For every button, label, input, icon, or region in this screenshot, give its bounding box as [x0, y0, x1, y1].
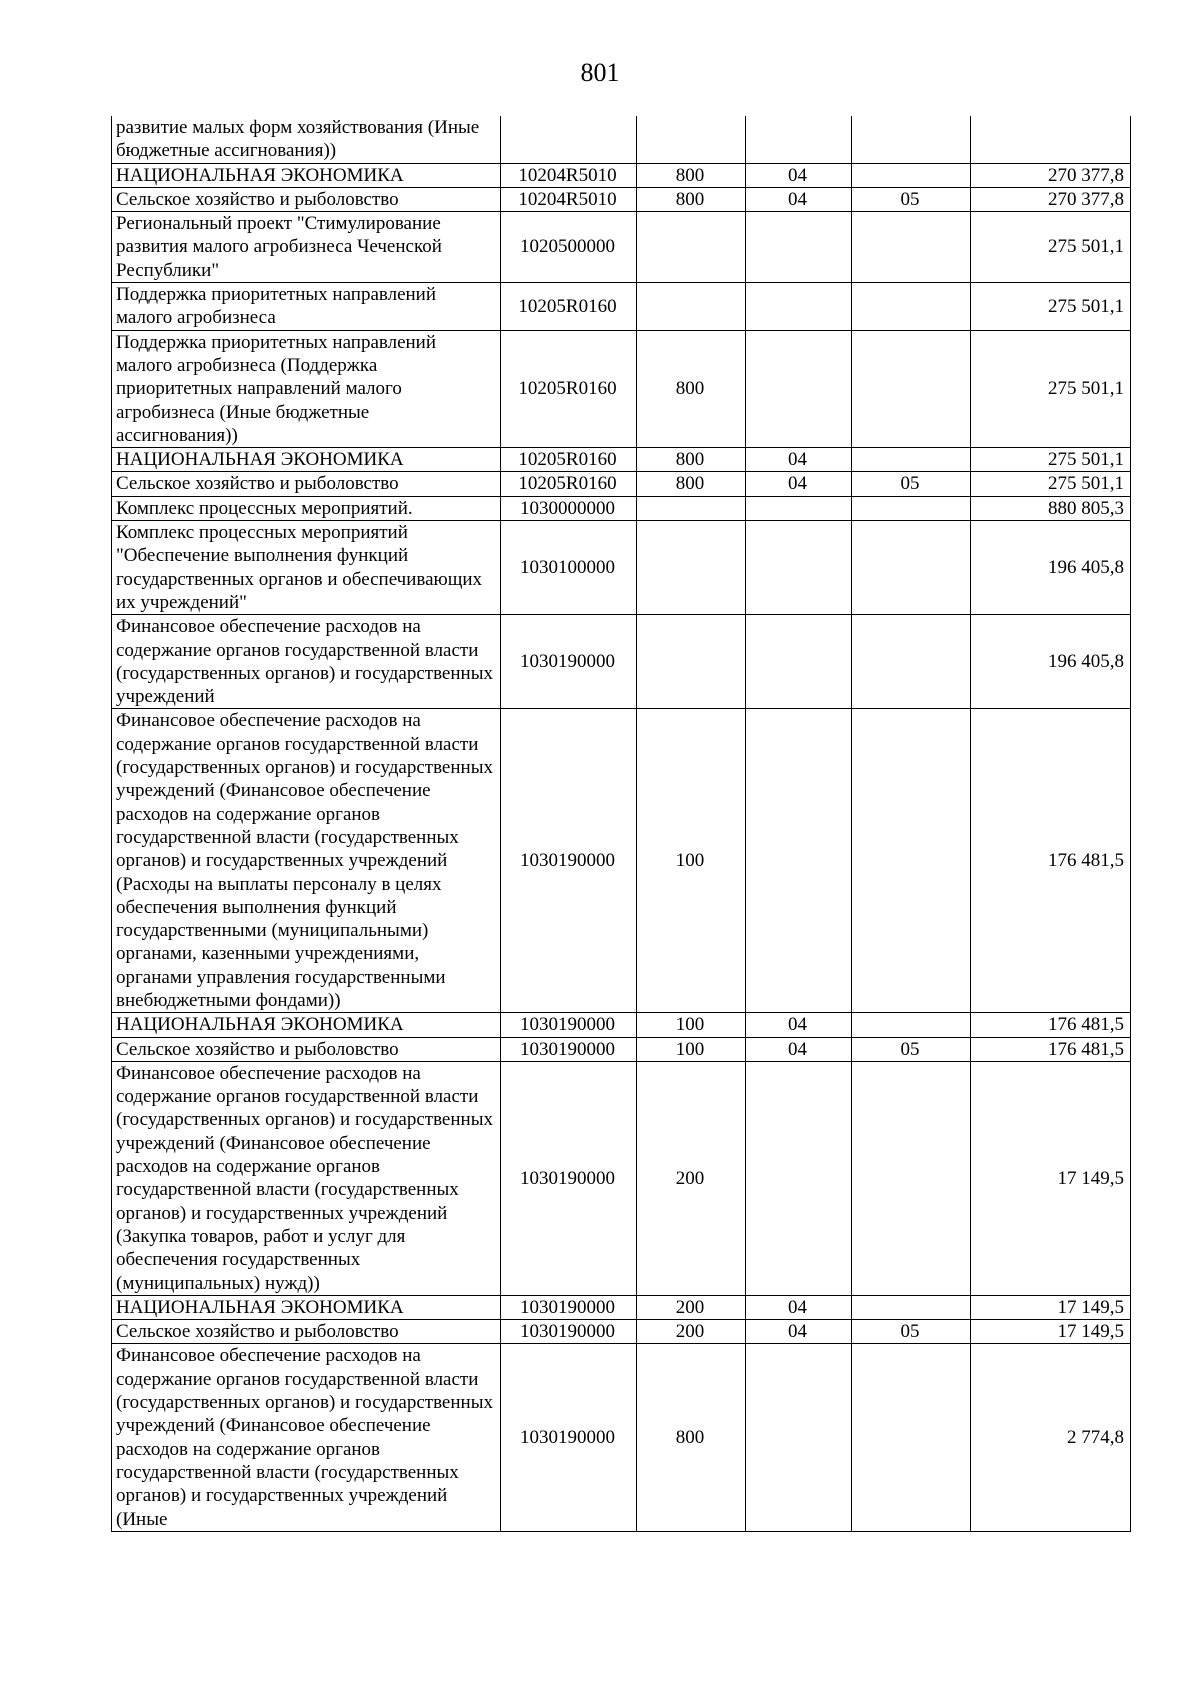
row-amount: [971, 116, 1131, 163]
row-subsection: [852, 1344, 971, 1531]
row-amount: 275 501,1: [971, 448, 1131, 472]
table-row: [112, 1320, 1131, 1344]
table-row: [112, 116, 1131, 163]
row-name: Финансовое обеспечение расходов на содержание органов государственной власти (государственных органов) и государственных учреждений (Финансовое обеспечение расходов на содержание органов государственной власти (государственных органов) и государственных учреждений (Расходы на выплаты персоналу в целях обеспечения выполнения функций государственными (муниципальными) органами, казенными учреждениями, органами управления государственными внебюджетными фондами)): [112, 709, 501, 1013]
row-section: [746, 1061, 852, 1295]
row-subsection: [852, 615, 971, 709]
row-target-code: 10205R0160: [501, 330, 637, 447]
budget-table: [111, 116, 1131, 1532]
row-target-code: 1030190000: [501, 1037, 637, 1061]
row-expense-type: 100: [637, 1013, 746, 1037]
row-section: 04: [746, 1320, 852, 1344]
row-amount: 275 501,1: [971, 472, 1131, 496]
row-section: 04: [746, 163, 852, 187]
row-target-code: 1020500000: [501, 212, 637, 283]
row-section: 04: [746, 472, 852, 496]
row-target-code: 10204R5010: [501, 187, 637, 211]
row-expense-type: 800: [637, 472, 746, 496]
table-row: [112, 1295, 1131, 1319]
row-expense-type: [637, 496, 746, 520]
table-row: [112, 330, 1131, 447]
row-expense-type: 200: [637, 1295, 746, 1319]
row-amount: 196 405,8: [971, 615, 1131, 709]
row-name: НАЦИОНАЛЬНАЯ ЭКОНОМИКА: [112, 1013, 501, 1037]
row-expense-type: [637, 212, 746, 283]
row-name: Финансовое обеспечение расходов на содержание органов государственной власти (государственных органов) и государственных учреждений: [112, 615, 501, 709]
table-row: [112, 496, 1131, 520]
row-expense-type: [637, 116, 746, 163]
row-amount: 17 149,5: [971, 1320, 1131, 1344]
table-row: [112, 163, 1131, 187]
row-subsection: 05: [852, 1320, 971, 1344]
table-row: [112, 709, 1131, 1013]
row-amount: 880 805,3: [971, 496, 1131, 520]
row-subsection: 05: [852, 187, 971, 211]
row-section: [746, 615, 852, 709]
row-expense-type: 800: [637, 330, 746, 447]
row-expense-type: [637, 521, 746, 615]
row-subsection: [852, 116, 971, 163]
table-row: [112, 1344, 1131, 1531]
row-subsection: [852, 1295, 971, 1319]
row-name: Комплекс процессных мероприятий.: [112, 496, 501, 520]
row-subsection: [852, 163, 971, 187]
table-row: [112, 283, 1131, 331]
row-name: Сельское хозяйство и рыболовство: [112, 1037, 501, 1061]
row-amount: 270 377,8: [971, 187, 1131, 211]
row-section: [746, 116, 852, 163]
row-target-code: 1030000000: [501, 496, 637, 520]
row-subsection: [852, 496, 971, 520]
row-amount: 270 377,8: [971, 163, 1131, 187]
row-target-code: 1030190000: [501, 1344, 637, 1531]
row-expense-type: 100: [637, 709, 746, 1013]
row-name: НАЦИОНАЛЬНАЯ ЭКОНОМИКА: [112, 448, 501, 472]
row-target-code: 1030190000: [501, 1013, 637, 1037]
row-section: [746, 330, 852, 447]
row-target-code: 10204R5010: [501, 163, 637, 187]
row-target-code: [501, 116, 637, 163]
row-target-code: 1030190000: [501, 1295, 637, 1319]
row-section: [746, 212, 852, 283]
row-amount: 275 501,1: [971, 283, 1131, 331]
row-amount: 275 501,1: [971, 330, 1131, 447]
row-subsection: [852, 1013, 971, 1037]
row-subsection: [852, 330, 971, 447]
row-name: Региональный проект "Стимулирование развития малого агробизнеса Чеченской Республики": [112, 212, 501, 283]
table-row: [112, 187, 1131, 211]
row-subsection: [852, 521, 971, 615]
row-expense-type: 800: [637, 1344, 746, 1531]
row-expense-type: [637, 615, 746, 709]
row-target-code: 1030190000: [501, 1320, 637, 1344]
row-subsection: 05: [852, 472, 971, 496]
row-expense-type: 800: [637, 163, 746, 187]
row-section: [746, 1344, 852, 1531]
row-amount: 2 774,8: [971, 1344, 1131, 1531]
row-expense-type: 800: [637, 448, 746, 472]
row-amount: 176 481,5: [971, 709, 1131, 1013]
row-expense-type: 200: [637, 1320, 746, 1344]
row-target-code: 1030190000: [501, 709, 637, 1013]
row-name: Финансовое обеспечение расходов на содержание органов государственной власти (государственных органов) и государственных учреждений (Финансовое обеспечение расходов на содержание органов государственной власти (государственных органов) и государственных учреждений (Иные: [112, 1344, 501, 1531]
row-subsection: [852, 709, 971, 1013]
row-name: Финансовое обеспечение расходов на содержание органов государственной власти (государственных органов) и государственных учреждений (Финансовое обеспечение расходов на содержание органов государственной власти (государственных органов) и государственных учреждений (Закупка товаров, работ и услуг для обеспечения государственных (муниципальных) нужд)): [112, 1061, 501, 1295]
row-expense-type: 200: [637, 1061, 746, 1295]
row-subsection: [852, 212, 971, 283]
row-subsection: 05: [852, 1037, 971, 1061]
page-number: 801: [580, 58, 620, 87]
row-name: Сельское хозяйство и рыболовство: [112, 1320, 501, 1344]
row-target-code: 10205R0160: [501, 472, 637, 496]
row-expense-type: 100: [637, 1037, 746, 1061]
row-name: Комплекс процессных мероприятий "Обеспечение выполнения функций государственных органов и обеспечивающих их учреждений": [112, 521, 501, 615]
row-subsection: [852, 448, 971, 472]
row-section: 04: [746, 187, 852, 211]
row-subsection: [852, 1061, 971, 1295]
table-row: [112, 448, 1131, 472]
table-row: [112, 1013, 1131, 1037]
table-row: [112, 472, 1131, 496]
row-amount: 176 481,5: [971, 1037, 1131, 1061]
row-amount: 176 481,5: [971, 1013, 1131, 1037]
table-row: [112, 615, 1131, 709]
row-target-code: 1030100000: [501, 521, 637, 615]
row-amount: 17 149,5: [971, 1295, 1131, 1319]
row-expense-type: 800: [637, 187, 746, 211]
table-row: [112, 1037, 1131, 1061]
row-section: [746, 496, 852, 520]
row-name: Поддержка приоритетных направлений малого агробизнеса (Поддержка приоритетных направлений малого агробизнеса (Иные бюджетные ассигнования)): [112, 330, 501, 447]
row-target-code: 10205R0160: [501, 283, 637, 331]
row-amount: 196 405,8: [971, 521, 1131, 615]
row-name: НАЦИОНАЛЬНАЯ ЭКОНОМИКА: [112, 1295, 501, 1319]
row-section: [746, 709, 852, 1013]
row-section: 04: [746, 1013, 852, 1037]
table-row: [112, 521, 1131, 615]
table-row: [112, 212, 1131, 283]
row-name: Поддержка приоритетных направлений малого агробизнеса: [112, 283, 501, 331]
row-section: 04: [746, 448, 852, 472]
row-name: НАЦИОНАЛЬНАЯ ЭКОНОМИКА: [112, 163, 501, 187]
row-amount: 17 149,5: [971, 1061, 1131, 1295]
row-name: Сельское хозяйство и рыболовство: [112, 472, 501, 496]
row-amount: 275 501,1: [971, 212, 1131, 283]
row-target-code: 10205R0160: [501, 448, 637, 472]
row-expense-type: [637, 283, 746, 331]
row-section: 04: [746, 1295, 852, 1319]
table-row: [112, 1061, 1131, 1295]
row-name: развитие малых форм хозяйствования (Иные бюджетные ассигнования)): [112, 116, 501, 163]
row-section: [746, 521, 852, 615]
row-section: [746, 283, 852, 331]
row-target-code: 1030190000: [501, 615, 637, 709]
row-name: Сельское хозяйство и рыболовство: [112, 187, 501, 211]
row-subsection: [852, 283, 971, 331]
row-section: 04: [746, 1037, 852, 1061]
row-target-code: 1030190000: [501, 1061, 637, 1295]
